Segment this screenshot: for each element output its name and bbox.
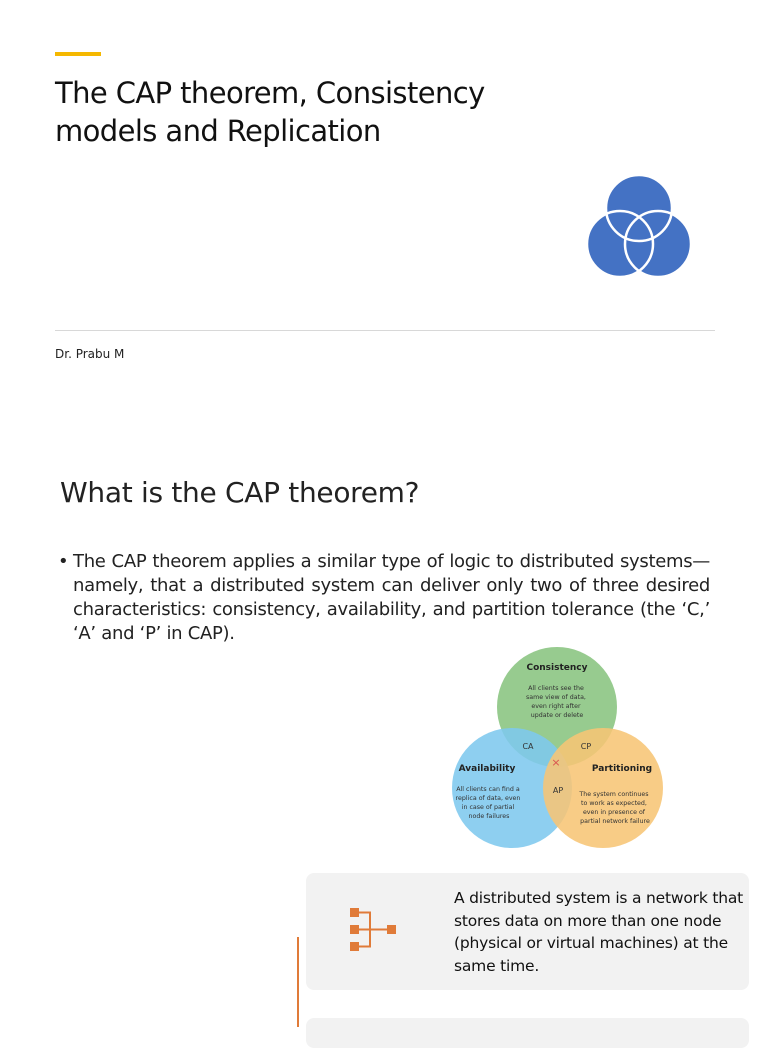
partitioning-desc-1: The system continues bbox=[579, 791, 649, 798]
availability-desc-2: replica of data, even bbox=[455, 795, 521, 802]
bullet-text: The CAP theorem applies a similar type of logic to distributed systems—namely, that a distributed system can deliver only two of three desired characteristics: consistency, availability, and partition tolerance (the ‘C,’ ‘A’ and ‘P’ in CAP). bbox=[73, 551, 710, 644]
consistency-desc-1: All clients see the bbox=[528, 685, 584, 692]
availability-desc-4: node failures bbox=[468, 813, 510, 820]
partitioning-desc-4: partial network failure bbox=[580, 818, 650, 825]
bullet-item bbox=[58, 550, 710, 646]
partitioning-desc-2: to work as expected, bbox=[581, 800, 647, 807]
slide-heading: What is the CAP theorem? bbox=[60, 476, 420, 509]
center-cross-icon: × bbox=[551, 756, 561, 769]
timeline-connector bbox=[297, 937, 299, 1027]
title-divider bbox=[55, 330, 715, 331]
consistency-desc-2: same view of data, bbox=[526, 694, 586, 701]
bullet-dot: • bbox=[58, 551, 69, 572]
consistency-desc-3: even right after bbox=[531, 703, 581, 710]
overlap-ca-label: CA bbox=[522, 742, 534, 751]
consistency-label: Consistency bbox=[526, 663, 588, 673]
overlap-cp-label: CP bbox=[580, 742, 592, 751]
info-card-2 bbox=[306, 1018, 749, 1048]
title-line-2: models and Replication bbox=[55, 114, 381, 148]
consistency-desc-4: update or delete bbox=[530, 712, 584, 719]
three-circles-logo-icon bbox=[582, 170, 697, 285]
presentation-title bbox=[55, 74, 575, 150]
hierarchy-icon bbox=[350, 906, 398, 954]
author-name: Dr. Prabu M bbox=[55, 347, 125, 361]
info-card bbox=[306, 873, 749, 990]
availability-desc-3: in case of partial bbox=[461, 804, 515, 811]
partitioning-desc-3: even in presence of bbox=[582, 809, 646, 816]
card-description: A distributed system is a network that stores data on more than one node (physical or virtual machines) at the same time. bbox=[454, 889, 743, 975]
availability-desc-1: All clients can find a bbox=[456, 786, 520, 793]
title-accent-bar bbox=[55, 52, 101, 56]
title-line-1: The CAP theorem, Consistency bbox=[55, 76, 485, 110]
partitioning-label: Partitioning bbox=[591, 764, 653, 774]
overlap-ap-label: AP bbox=[552, 786, 564, 795]
cap-venn-diagram bbox=[445, 645, 670, 855]
availability-label: Availability bbox=[458, 764, 516, 774]
